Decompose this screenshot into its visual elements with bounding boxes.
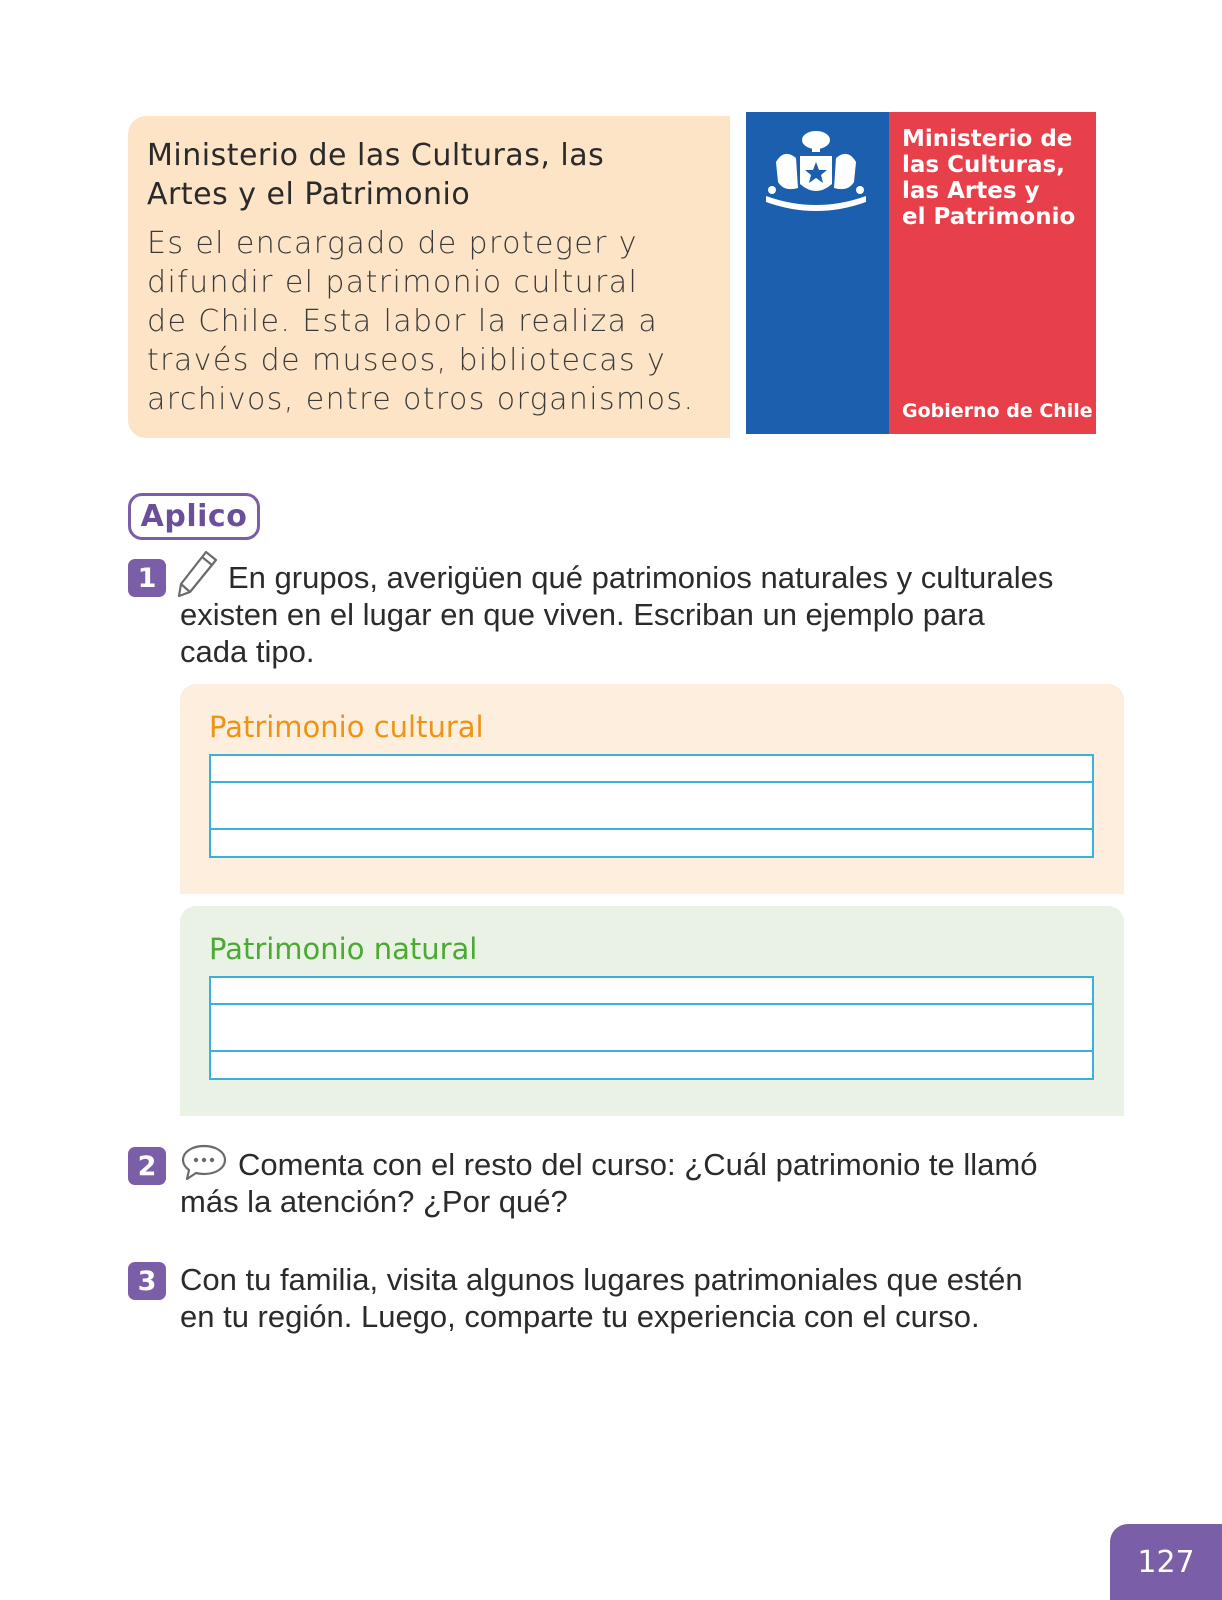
cultural-heritage-panel (180, 684, 1124, 894)
question-2-line-1: Comenta con el resto del curso: ¿Cuál patrimonio te llamó (238, 1147, 1038, 1182)
question-number-1: 1 (128, 559, 166, 597)
ministry-logo (746, 112, 1096, 434)
question-3-line-2: en tu región. Luego, comparte tu experiencia con el curso. (180, 1299, 980, 1334)
question-1-line-1: En grupos, averigüen qué patrimonios naturales y culturales (228, 560, 1054, 595)
coat-of-arms-icon (754, 122, 878, 222)
question-1-line-2: existen en el lugar en que viven. Escriban un ejemplo para (180, 597, 985, 632)
cultural-heritage-label: Patrimonio cultural (209, 710, 484, 744)
writing-line (211, 1050, 1092, 1052)
pencil-icon (176, 548, 220, 598)
cultural-answer-field[interactable] (209, 754, 1094, 858)
natural-answer-field[interactable] (209, 976, 1094, 1080)
speech-bubble-icon (180, 1143, 228, 1183)
question-3-line-1: Con tu familia, visita algunos lugares patrimoniales que estén (180, 1262, 1023, 1297)
logo-blue-panel (746, 112, 889, 434)
natural-heritage-label: Patrimonio natural (209, 932, 478, 966)
question-2-line-2: más la atención? ¿Por qué? (180, 1184, 568, 1219)
natural-heritage-panel (180, 906, 1124, 1116)
writing-line (211, 781, 1092, 783)
info-title: Ministerio de las Culturas, las Artes y el Patrimonio (147, 138, 605, 212)
question-number-3: 3 (128, 1262, 166, 1300)
logo-government-name: Gobierno de Chile (902, 400, 1093, 422)
writing-line (211, 1003, 1092, 1005)
logo-ministry-name: Ministerio de las Culturas, las Artes y el Patrimonio (902, 126, 1076, 230)
question-number-2: 2 (128, 1147, 166, 1185)
writing-line (211, 828, 1092, 830)
info-body: Es el encargado de proteger y difundir el patrimonio cultural de Chile. Esta labor la realiza a través de museos, bibliotecas y archivos, entre otros organismos. (147, 226, 695, 417)
info-box (128, 116, 730, 438)
question-1-line-3: cada tipo. (180, 634, 315, 669)
page-number: 127 (1110, 1524, 1222, 1600)
logo-red-panel (889, 112, 1096, 434)
section-label-aplico: Aplico (128, 493, 260, 540)
